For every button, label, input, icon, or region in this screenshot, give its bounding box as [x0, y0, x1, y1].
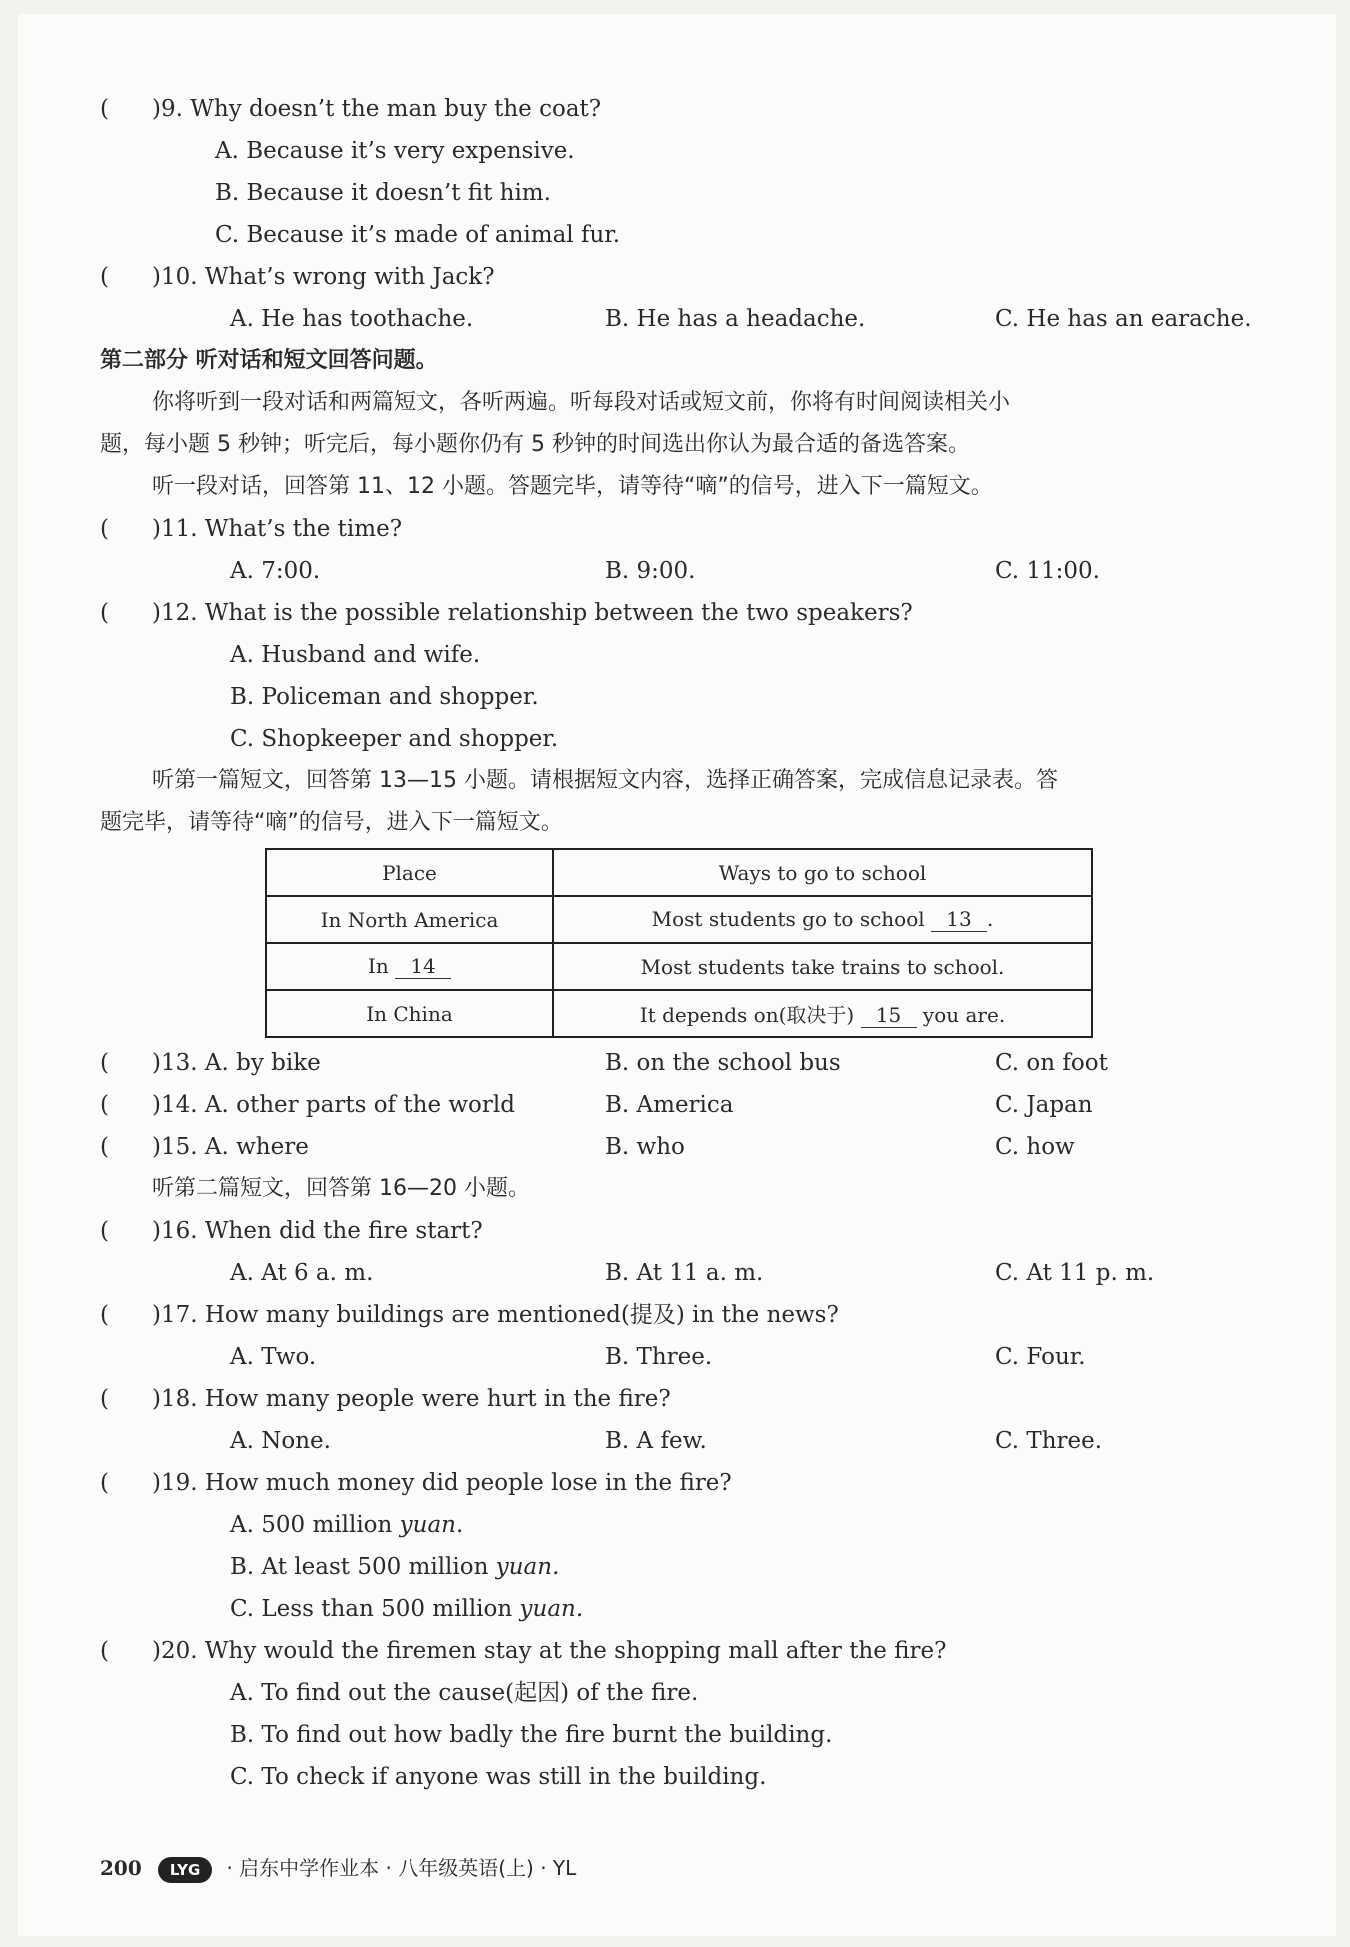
table-row: In 14 Most students take trains to school.: [266, 943, 1092, 990]
option: C. Shopkeeper and shopper.: [230, 726, 559, 752]
option: A. To find out the cause(起因) of the fire.: [230, 1680, 699, 1706]
options-row: A. Two. B. Three. C. Four.: [230, 1344, 1086, 1370]
instructions: 听第一篇短文，回答第 13—15 小题。请根据短文内容，选择正确答案，完成信息记录表。答: [152, 768, 1058, 793]
question-19: ( )19. How much money did people lose in the fire?: [100, 1470, 732, 1496]
question-12: ( )12. What is the possible relationship between the two speakers?: [100, 600, 913, 626]
page-footer: [100, 1850, 576, 1886]
publisher-logo: LYG: [158, 1857, 212, 1883]
option: B. Because it doesn’t fit him.: [215, 180, 551, 206]
question-14: ( )14. A. other parts of the world B. America C. Japan: [100, 1092, 1093, 1118]
question-9: ( )9. Why doesn’t the man buy the coat?: [100, 96, 602, 122]
question-16: ( )16. When did the fire start?: [100, 1218, 483, 1244]
option: B. At least 500 million yuan.: [230, 1554, 560, 1580]
instructions: 题，每小题 5 秒钟；听完后，每小题你仍有 5 秒钟的时间选出你认为最合适的备选答案。: [100, 432, 970, 457]
option: A. 500 million yuan.: [230, 1512, 464, 1538]
instructions: 听第二篇短文，回答第 16—20 小题。: [152, 1176, 530, 1201]
blank-14: 14: [395, 954, 451, 979]
question-20: ( )20. Why would the firemen stay at the shopping mall after the fire?: [100, 1638, 947, 1664]
question-18: ( )18. How many people were hurt in the fire?: [100, 1386, 671, 1412]
options-row: A. He has toothache. B. He has a headache. C. He has an earache.: [230, 306, 1252, 332]
option: B. To find out how badly the fire burnt the building.: [230, 1722, 833, 1748]
blank-13: 13: [931, 907, 987, 932]
option: A. Because it’s very expensive.: [215, 138, 575, 164]
info-table: [265, 848, 1093, 1038]
options-row: A. None. B. A few. C. Three.: [230, 1428, 1103, 1454]
blank-15: 15: [861, 1003, 917, 1028]
question-15: ( )15. A. where B. who C. how: [100, 1134, 1075, 1160]
option: A. Husband and wife.: [230, 642, 481, 668]
question-10: ( )10. What’s wrong with Jack?: [100, 264, 495, 290]
option: B. Policeman and shopper.: [230, 684, 539, 710]
table-header-row: Place Ways to go to school: [266, 849, 1092, 896]
options-row: A. At 6 a. m. B. At 11 a. m. C. At 11 p. m.: [230, 1260, 1155, 1286]
question-13: ( )13. A. by bike B. on the school bus C. on foot: [100, 1050, 1108, 1076]
table-row: In China It depends on(取决于) 15 you are.: [266, 990, 1092, 1037]
option: C. To check if anyone was still in the building.: [230, 1764, 767, 1790]
table-row: In North America Most students go to school 13 .: [266, 896, 1092, 943]
instructions: 题完毕，请等待“嘀”的信号，进入下一篇短文。: [100, 810, 563, 835]
option: C. Because it’s made of animal fur.: [215, 222, 621, 248]
option: C. Less than 500 million yuan.: [230, 1596, 584, 1622]
instructions: 你将听到一段对话和两篇短文，各听两遍。听每段对话或短文前，你将有时间阅读相关小: [152, 390, 1011, 415]
question-11: ( )11. What’s the time?: [100, 516, 403, 542]
options-row: A. 7:00. B. 9:00. C. 11:00.: [230, 558, 1100, 584]
footer-text: · 启东中学作业本 · 八年级英语(上) · YL: [226, 1856, 577, 1880]
instructions: 听一段对话，回答第 11、12 小题。答题完毕，请等待“嘀”的信号，进入下一篇短文。: [152, 474, 993, 499]
question-17: ( )17. How many buildings are mentioned(提及) in the news?: [100, 1302, 839, 1328]
section-title: 第二部分 听对话和短文回答问题。: [100, 348, 438, 373]
page-number: 200: [100, 1856, 142, 1880]
worksheet-content: [100, 88, 1270, 1798]
